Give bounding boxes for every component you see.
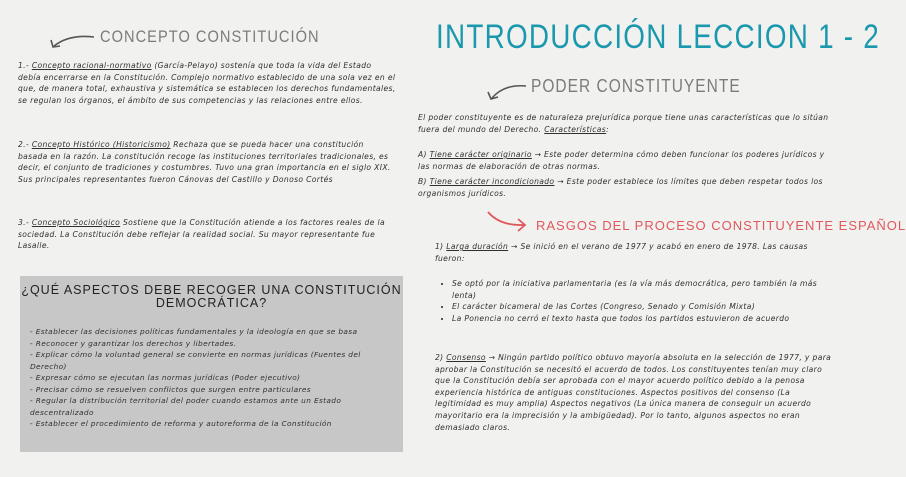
box-title: ¿QUÉ ASPECTOS DEBE RECOGER UNA CONSTITUCIÓN DEMOCRÁTICA? [21, 283, 402, 310]
curved-arrow-icon [482, 80, 528, 104]
page-title: INTRODUCCIÓN LECCION 1 - 2 [436, 18, 881, 56]
rasgo-term-1: Larga duración [446, 242, 509, 251]
right-arrow-icon: → [534, 150, 542, 159]
concepto-paragraph-1: 1.- Concepto racional-normativo (García-Pelayo) sostenía que toda la vida del Estado debía encerrarse en la Constitución. Complejo normativo establecido de una sola vez en el que, de manera total, exhaustiva y sistemática se establecen los derechos fundamentales, se regulan los órganos, el ámbito de sus competencias y las relaciones entre ellos. [18, 61, 396, 105]
poder-term-a: Tiene carácter originario [429, 150, 532, 159]
rasgo-causes-list [438, 278, 844, 324]
curved-arrow-icon [44, 32, 96, 52]
right-arrow-icon: → [510, 242, 518, 251]
caracteristicas-label: Características [544, 124, 607, 134]
poder-item-a: A) Tiene carácter originario → Este poder determina cómo deben funcionar los poderes jurídicos y las normas de elaboración de otras normas. [418, 150, 825, 171]
poder-intro: El poder constituyente es de naturaleza prejurídica porque tiene unas características que lo sitúan fuera del mundo del Derecho. Características: [418, 113, 829, 134]
right-arrow-icon: → [557, 177, 564, 186]
section-heading-poder: PODER CONSTITUYENTE [531, 76, 741, 96]
list-item: - Establecer el procedimiento de reforma y autoreforma de la Constitución [30, 419, 332, 428]
section-heading-rasgos: RASGOS DEL PROCESO CONSTITUYENTE ESPAÑOL [536, 218, 906, 233]
list-item: - Expresar cómo se ejecutan las normas jurídicas (Poder ejecutivo) [30, 373, 301, 382]
list-item: - Precisar cómo se resuelven conflictos que surgen entre particulares [30, 384, 311, 394]
list-item: • La Ponencia no cerró el texto hasta que todos los partidos estuvieron de acuerdo [452, 313, 844, 325]
curved-arrow-icon [486, 208, 532, 234]
rasgo-item-2: 2) Consenso → Ningún partido político obtuvo mayoría absoluta en la selección de 1977, y para aprobar la Constitución se necesitó el acuerdo de todos. Los constituyentes tenían muy claro que la Constitución debía ser aprobada con el mayor acuerdo político debido a la penosa experiencia histórica de antiguas constituciones. Aspectos positivos del consenso (La legitimidad es muy amplia) Aspectos negativos (La única manera de conseguir un acuerdo mayoritario era la imprecisión y la ambigüedad). Por lo tanto, algunos aspectos no eran demasiado claros. [435, 353, 832, 432]
right-arrow-icon: → [488, 353, 496, 362]
section-heading-concepto: CONCEPTO CONSTITUCIÓN [100, 27, 320, 46]
list-item: • El carácter bicameral de las Cortes (Congreso, Senado y Comisión Mixta) [452, 301, 844, 313]
box-list [30, 326, 398, 430]
rasgo-item-1: 1) Larga duración → Se inició en el verano de 1977 y acabó en enero de 1978. Las causas fueron: [435, 242, 808, 263]
list-item: - Establecer las decisiones políticas fundamentales y la ideología en que se basa [30, 327, 358, 336]
concepto-paragraph-3: 3.- Concepto Sociológico Sostiene que la Constitución atiende a los factores reales de la sociedad. La Constitución debe reflejar la realidad social. Su mayor representante fue Lasalle. [18, 218, 385, 251]
concepto-term-2: Concepto Histórico (Historicismo) [31, 140, 171, 149]
list-item: - Regular la distribución territorial del poder cuando estamos ante un Estado descentralizado [30, 396, 342, 417]
rasgo-term-2: Consenso [446, 353, 486, 362]
concepto-paragraph-2: 2.- Concepto Histórico (Historicismo) Rechaza que se pueda hacer una constitución basada en la razón. La constitución recoge las instituciones territoriales tradicionales, es decir, el conjunto de tradiciones y costumbres. Tuvo una gran importancia en el siglo XIX. Sus principales representantes fueron Cánovas del Castillo y Donoso Cortés [18, 140, 391, 184]
list-item: • Se optó por la iniciativa parlamentaria (es la vía más democrática, pero también la más lenta) [452, 278, 844, 301]
poder-term-b: Tiene carácter incondicionado [429, 177, 555, 186]
list-item: - Reconocer y garantizar los derechos y libertades. [30, 338, 237, 348]
concepto-term-1: Concepto racional-normativo [31, 61, 152, 70]
democratic-constitution-box [20, 276, 403, 452]
list-item: - Explicar cómo la voluntad general se convierte en normas jurídicas (Fuentes del Derecho) [30, 350, 361, 371]
poder-item-b: B) Tiene carácter incondicionado → Este poder establece los límites que deben respetar todos los organismos jurídicos. [418, 177, 823, 198]
concepto-term-3: Concepto Sociológico [31, 218, 121, 227]
